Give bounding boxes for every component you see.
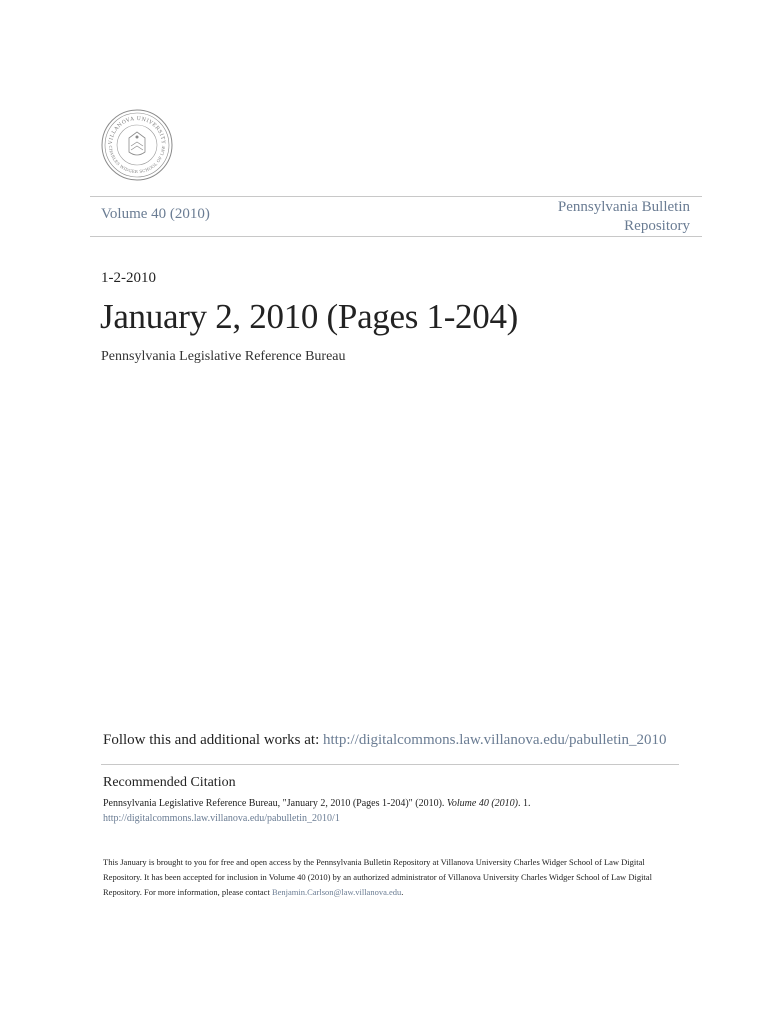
volume-link[interactable]: Volume 40 (2010): [101, 206, 210, 222]
contact-email-link[interactable]: Benjamin.Carlson@law.villanova.edu: [271, 887, 402, 897]
publication-date: 1-2-2010: [101, 270, 156, 286]
access-statement-end: .: [401, 887, 404, 897]
citation-divider: [101, 764, 679, 765]
document-title: January 2, 2010 (Pages 1-204): [100, 297, 519, 336]
villanova-law-seal-logo: [100, 108, 174, 182]
citation-block: [103, 796, 683, 826]
citation-volume: Volume 40 (2010): [446, 798, 519, 809]
citation-url-link[interactable]: http://digitalcommons.law.villanova.edu/pabulletin_2010/1: [103, 813, 340, 824]
citation-end: . 1.: [518, 798, 531, 809]
citation-text: Pennsylvania Legislative Reference Bureau, "January 2, 2010 (Pages 1-204)" (2010).: [103, 798, 447, 809]
seal-top-text: VILLANOVA UNIVERSITY: [107, 115, 167, 145]
follow-label: Follow this and additional works at:: [103, 732, 323, 748]
header-bottom-rule: [90, 236, 702, 237]
document-author: Pennsylvania Legislative Reference Bureau: [101, 349, 346, 364]
header-top-rule: [90, 196, 702, 197]
recommended-citation-heading: Recommended Citation: [103, 775, 236, 790]
collection-url-link[interactable]: http://digitalcommons.law.villanova.edu/pabulletin_2010: [322, 732, 667, 748]
repository-link-line2: Repository: [624, 218, 690, 234]
repository-link-line1: Pennsylvania Bulletin: [557, 199, 690, 215]
access-statement: [103, 855, 673, 900]
follow-line: [103, 732, 667, 749]
access-statement-text: This January is brought to you for free and open access by the Pennsylvania Bulletin Repository at Villanova University Charles Widger School of Law Digital Repository. It has been accepted for inclusion in Volume 40 (2010) by an authorized administrator of Villanova University Charles Widger School of Law Digital Repository. For more information, please contact: [103, 857, 652, 897]
repository-link[interactable]: [490, 198, 690, 236]
seal-bottom-text: CHARLES WIDGER SCHOOL OF LAW: [107, 145, 167, 175]
